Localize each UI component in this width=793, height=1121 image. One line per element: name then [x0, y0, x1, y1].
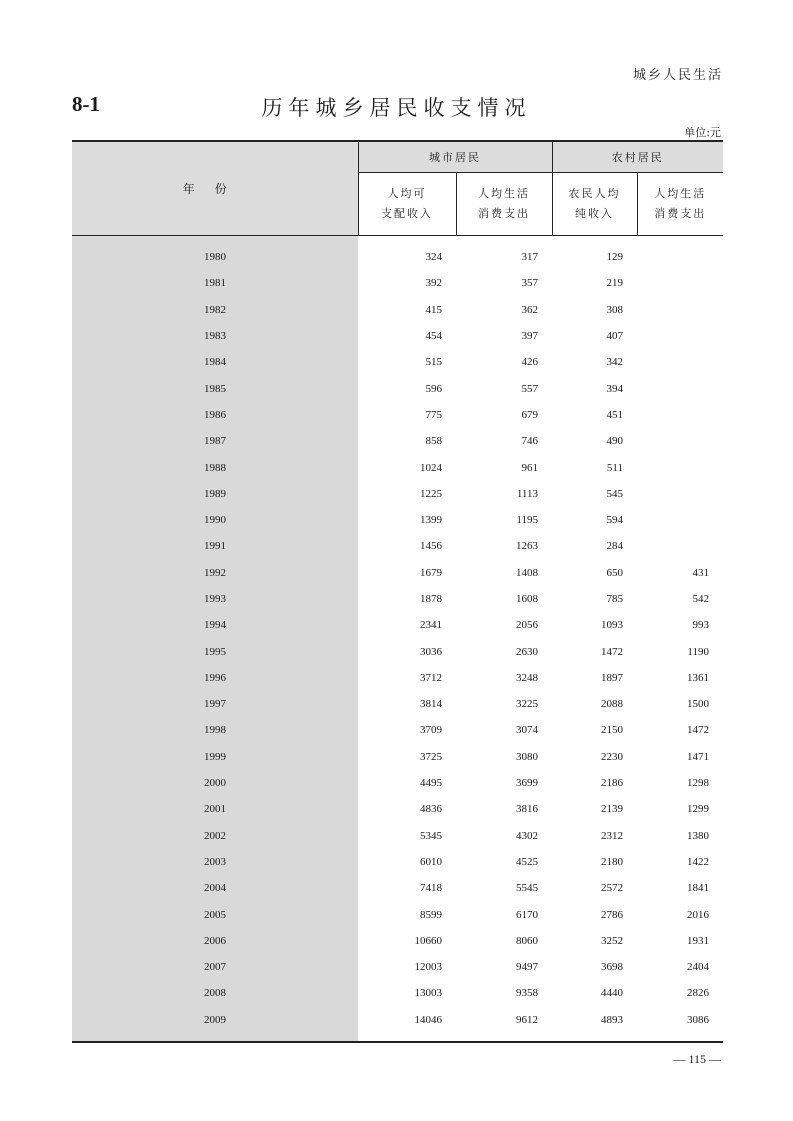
table-row — [72, 323, 723, 349]
urban-spend-cell: 1608 — [516, 593, 538, 605]
rural-spend-cell: 2404 — [687, 961, 709, 974]
urban-spend-cell: 4302 — [516, 829, 538, 842]
table-row — [72, 481, 723, 507]
year-cell: 1994 — [72, 612, 358, 638]
urban-spend-cell: 746 — [521, 435, 538, 448]
table-row — [72, 638, 723, 664]
table-row — [72, 612, 723, 638]
year-cell: 2007 — [72, 954, 358, 980]
urban-income-cell: 3709 — [420, 724, 442, 737]
urban-income-cell: 3036 — [420, 645, 442, 658]
urban-income-cell: 4836 — [420, 803, 442, 816]
income-expenditure-table — [72, 140, 723, 1043]
table-row — [72, 349, 723, 375]
table-row — [72, 1007, 723, 1041]
table-row — [72, 849, 723, 875]
rural-income-cell: 2230 — [601, 750, 623, 763]
urban-income-cell: 6010 — [420, 855, 442, 868]
urban-spend-cell: 4525 — [516, 855, 538, 868]
urban-spend-cell: 5545 — [516, 882, 538, 895]
rural-income-cell: 129 — [606, 251, 623, 264]
table-row — [72, 823, 723, 849]
year-cell: 1980 — [72, 236, 358, 271]
rural-spend-cell: 1190 — [687, 645, 709, 658]
urban-spend-cell: 397 — [521, 330, 538, 343]
table-number: 8-1 — [72, 92, 100, 116]
urban-group-header: 城市居民 — [358, 141, 552, 173]
table-row — [72, 533, 723, 559]
rural-spend-cell — [637, 402, 723, 428]
table-row — [72, 586, 723, 612]
urban-spend-cell: 679 — [521, 408, 538, 421]
rural-spend-cell — [637, 323, 723, 349]
year-cell: 1995 — [72, 638, 358, 664]
table-row — [72, 928, 723, 954]
table-row — [72, 901, 723, 927]
rural-income-cell: 2180 — [601, 855, 623, 868]
year-cell: 2000 — [72, 770, 358, 796]
rural-spend-cell: 1841 — [687, 882, 709, 895]
rural-spend-cell: 542 — [692, 593, 709, 605]
section-label: 城乡人民生活 — [632, 68, 723, 83]
page-number: — 115 — — [673, 1052, 721, 1066]
urban-spend-cell: 3074 — [516, 724, 538, 737]
table-row — [72, 297, 723, 323]
table-row — [72, 770, 723, 796]
year-cell: 1985 — [72, 375, 358, 401]
table-row — [72, 270, 723, 296]
urban-spend-cell: 9358 — [516, 987, 538, 1000]
urban-income-cell: 1679 — [420, 566, 442, 579]
urban-income-cell: 858 — [425, 435, 442, 448]
urban-income-cell: 454 — [425, 330, 442, 343]
rural-spend-cell: 1472 — [687, 724, 709, 737]
year-cell: 1986 — [72, 402, 358, 428]
table-row — [72, 507, 723, 533]
rural-spend-cell — [637, 270, 723, 296]
rural-spend-cell — [637, 507, 723, 533]
year-cell: 2001 — [72, 796, 358, 822]
urban-spend-cell: 1263 — [516, 540, 538, 553]
urban-income-cell: 4495 — [420, 777, 442, 790]
rural-income-cell: 4893 — [601, 1013, 623, 1026]
urban-spend-cell: 9497 — [516, 961, 538, 974]
rural-spend-cell — [637, 349, 723, 375]
rural-income-cell: 2088 — [601, 698, 623, 711]
year-cell: 2006 — [72, 928, 358, 954]
year-column-header: 年份 — [72, 141, 358, 236]
rural-income-cell: 4440 — [601, 987, 623, 1000]
rural-income-cell: 1472 — [601, 645, 623, 658]
urban-income-cell: 14046 — [414, 1013, 442, 1026]
rural-income-cell: 545 — [606, 487, 623, 500]
table-row — [72, 796, 723, 822]
urban-income-cell: 3814 — [420, 698, 442, 711]
urban-spend-header: 人均生活 消费支出 — [456, 173, 552, 236]
year-cell: 2005 — [72, 901, 358, 927]
rural-income-cell: 2186 — [601, 777, 623, 790]
table-row — [72, 691, 723, 717]
rural-income-cell: 650 — [606, 566, 623, 579]
rural-income-header: 农民人均 纯收入 — [552, 173, 637, 236]
table-row — [72, 744, 723, 770]
urban-spend-cell: 3699 — [516, 777, 538, 790]
year-cell: 1990 — [72, 507, 358, 533]
table-row — [72, 375, 723, 401]
page-title: 历年城乡居民收支情况 — [261, 96, 532, 120]
rural-spend-cell: 1299 — [687, 803, 709, 816]
table-row — [72, 980, 723, 1006]
urban-income-cell: 1024 — [420, 461, 442, 474]
rural-income-cell: 490 — [606, 435, 623, 448]
year-cell: 2003 — [72, 849, 358, 875]
urban-income-cell: 3712 — [420, 671, 442, 684]
rural-spend-cell: 1380 — [687, 829, 709, 842]
rural-income-cell: 511 — [606, 461, 623, 474]
urban-income-cell: 392 — [425, 277, 442, 290]
year-cell: 1989 — [72, 481, 358, 507]
year-cell: 1984 — [72, 349, 358, 375]
year-cell: 2002 — [72, 823, 358, 849]
urban-spend-cell: 961 — [521, 461, 538, 474]
urban-income-cell: 1878 — [420, 593, 442, 605]
rural-spend-cell — [637, 454, 723, 480]
rural-income-cell: 3698 — [601, 961, 623, 974]
rural-income-cell: 219 — [606, 277, 623, 290]
rural-spend-cell: 993 — [692, 619, 709, 632]
urban-spend-cell: 3080 — [516, 750, 538, 763]
rural-income-cell: 2572 — [601, 882, 623, 895]
urban-spend-cell: 2630 — [516, 645, 538, 658]
urban-spend-cell: 9612 — [516, 1013, 538, 1026]
urban-income-cell: 596 — [425, 382, 442, 395]
year-cell: 2008 — [72, 980, 358, 1006]
rural-spend-cell: 431 — [692, 566, 709, 579]
table-bottom-rule — [72, 1041, 723, 1043]
urban-income-cell: 515 — [425, 356, 442, 369]
urban-spend-cell: 3248 — [516, 671, 538, 684]
rural-group-header: 农村居民 — [552, 141, 723, 173]
urban-spend-cell: 6170 — [516, 908, 538, 921]
urban-spend-cell: 1113 — [516, 487, 538, 500]
rural-income-cell: 785 — [606, 593, 623, 605]
year-cell: 1991 — [72, 533, 358, 559]
year-cell: 2004 — [72, 875, 358, 901]
rural-spend-cell — [637, 481, 723, 507]
year-cell: 1992 — [72, 560, 358, 586]
rural-income-cell: 3252 — [601, 934, 623, 947]
rural-income-cell: 1897 — [601, 671, 623, 684]
year-cell: 1987 — [72, 428, 358, 454]
table-row — [72, 428, 723, 454]
rural-spend-cell — [637, 428, 723, 454]
year-cell: 1996 — [72, 665, 358, 691]
table-row — [72, 560, 723, 586]
rural-spend-cell: 2826 — [687, 987, 709, 1000]
rural-spend-cell: 1422 — [687, 855, 709, 868]
rural-income-cell: 594 — [606, 514, 623, 527]
year-cell: 1999 — [72, 744, 358, 770]
urban-income-cell: 10660 — [414, 934, 442, 947]
urban-spend-cell: 1408 — [516, 566, 538, 579]
table-row — [72, 236, 723, 271]
urban-spend-cell: 362 — [521, 303, 538, 316]
rural-spend-header: 人均生活 消费支出 — [637, 173, 723, 236]
rural-income-cell: 284 — [606, 540, 623, 553]
table-body — [72, 236, 723, 1041]
urban-spend-cell: 426 — [521, 356, 538, 369]
rural-income-cell: 451 — [606, 408, 623, 421]
urban-income-cell: 1399 — [420, 514, 442, 527]
unit-label: 单位:元 — [684, 126, 721, 139]
year-cell: 1988 — [72, 454, 358, 480]
urban-income-cell: 2341 — [420, 619, 442, 632]
year-cell: 2009 — [72, 1007, 358, 1041]
urban-spend-cell: 357 — [521, 277, 538, 290]
rural-spend-cell: 1361 — [687, 671, 709, 684]
year-cell: 1997 — [72, 691, 358, 717]
urban-income-cell: 7418 — [420, 882, 442, 895]
table-row — [72, 665, 723, 691]
table-row — [72, 875, 723, 901]
rural-spend-cell — [637, 236, 723, 271]
urban-spend-cell: 8060 — [516, 934, 538, 947]
year-cell: 1982 — [72, 297, 358, 323]
urban-spend-cell: 3225 — [516, 698, 538, 711]
rural-spend-cell — [637, 375, 723, 401]
rural-spend-cell — [637, 533, 723, 559]
urban-income-cell: 775 — [425, 408, 442, 421]
urban-income-cell: 324 — [425, 251, 442, 264]
rural-spend-cell: 1471 — [687, 750, 709, 763]
rural-spend-cell — [637, 297, 723, 323]
urban-income-cell: 8599 — [420, 908, 442, 921]
urban-spend-cell: 317 — [521, 251, 538, 264]
urban-income-cell: 13003 — [414, 987, 442, 1000]
year-cell: 1983 — [72, 323, 358, 349]
table-row — [72, 717, 723, 743]
urban-income-cell: 5345 — [420, 829, 442, 842]
table-row — [72, 454, 723, 480]
rural-spend-cell: 1298 — [687, 777, 709, 790]
urban-income-cell: 3725 — [420, 750, 442, 763]
rural-income-cell: 1093 — [601, 619, 623, 632]
rural-spend-cell: 1500 — [687, 698, 709, 711]
year-cell: 1993 — [72, 586, 358, 612]
rural-income-cell: 308 — [606, 303, 623, 316]
urban-income-cell: 1225 — [420, 487, 442, 500]
urban-income-cell: 415 — [425, 303, 442, 316]
rural-income-cell: 2312 — [601, 829, 623, 842]
rural-income-cell: 407 — [606, 330, 623, 343]
urban-income-cell: 1456 — [420, 540, 442, 553]
rural-income-cell: 2150 — [601, 724, 623, 737]
rural-income-cell: 2139 — [601, 803, 623, 816]
urban-income-cell: 12003 — [414, 961, 442, 974]
urban-spend-cell: 557 — [521, 382, 538, 395]
year-cell: 1998 — [72, 717, 358, 743]
table-row — [72, 402, 723, 428]
urban-income-header: 人均可 支配收入 — [358, 173, 456, 236]
urban-spend-cell: 2056 — [516, 619, 538, 632]
urban-spend-cell: 3816 — [516, 803, 538, 816]
year-cell: 1981 — [72, 270, 358, 296]
rural-income-cell: 394 — [606, 382, 623, 395]
rural-spend-cell: 1931 — [687, 934, 709, 947]
table-row — [72, 954, 723, 980]
rural-income-cell: 2786 — [601, 908, 623, 921]
rural-spend-cell: 3086 — [687, 1013, 709, 1026]
rural-income-cell: 342 — [606, 356, 623, 369]
rural-spend-cell: 2016 — [687, 908, 709, 921]
urban-spend-cell: 1195 — [516, 514, 538, 527]
